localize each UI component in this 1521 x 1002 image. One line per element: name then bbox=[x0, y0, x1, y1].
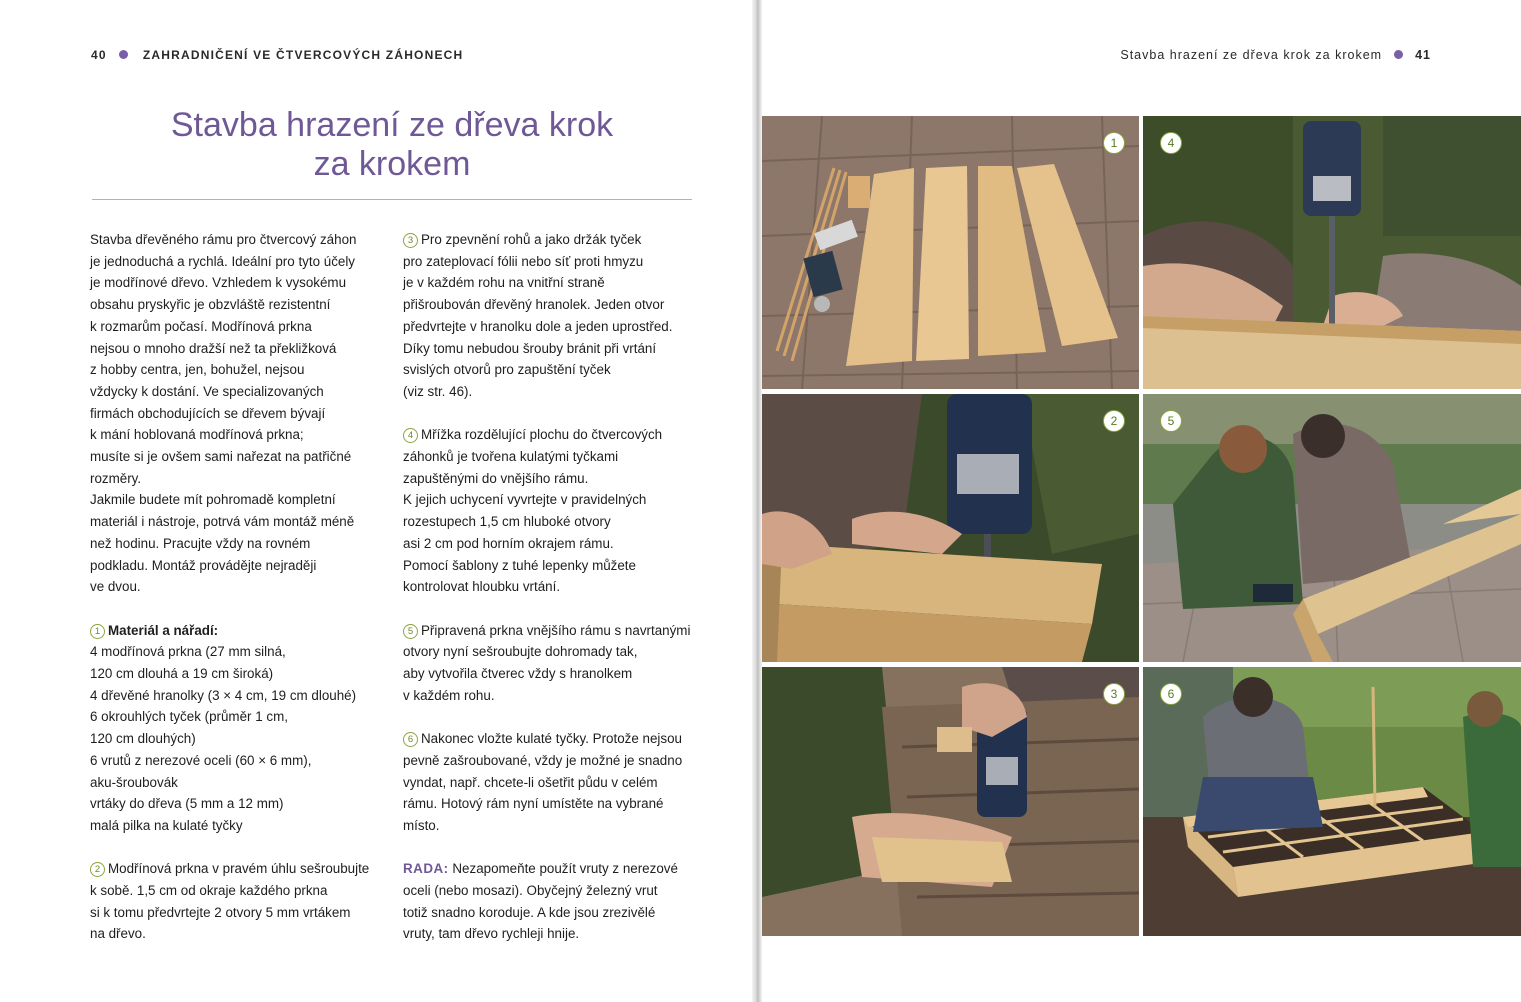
text-line: je modřínové dřevo. Vzhledem k vysokému bbox=[90, 275, 347, 291]
photo-step-6 bbox=[1143, 667, 1521, 936]
text-line: nejsou o mnoho dražší než ta překližková bbox=[90, 340, 337, 356]
text-line: rozměry. bbox=[90, 470, 142, 486]
text-line: Jakmile budete mít pohromadě kompletní bbox=[90, 492, 336, 508]
page-number-left: 40 bbox=[91, 48, 107, 62]
text-line: místo. bbox=[403, 817, 440, 833]
text-line: asi 2 cm pod horním okrajem rámu. bbox=[403, 535, 614, 551]
text-line: Díky tomu nebudou šrouby bránit při vrtání bbox=[403, 340, 657, 356]
list-item: malá pilka na kulaté tyčky bbox=[90, 817, 243, 833]
step-number-badge: 1 bbox=[90, 624, 105, 639]
text-line: je v každém rohu na vnitřní straně bbox=[403, 275, 605, 291]
text-line: z hobby centra, jen, bohužel, nejsou bbox=[90, 362, 305, 378]
text-line: totiž snadno koroduje. A kde jsou zrezivělé bbox=[403, 904, 656, 920]
photo-step-3 bbox=[762, 667, 1139, 936]
text-column-left bbox=[90, 229, 380, 945]
text-line: (viz str. 46). bbox=[403, 383, 473, 399]
text-line: oceli (nebo mosazi). Obyčejný železný vrut bbox=[403, 883, 658, 899]
text-line: Nakonec vložte kulaté tyčky. Protože nejsou bbox=[421, 731, 682, 747]
photo-step-1 bbox=[762, 116, 1139, 389]
text-line: materiál i nástroje, potrvá vám montáž méně bbox=[90, 514, 355, 530]
running-head-left bbox=[91, 48, 463, 62]
step-heading: Materiál a nářadí: bbox=[108, 622, 219, 638]
step-3 bbox=[403, 229, 703, 403]
step-number-badge: 6 bbox=[403, 732, 418, 747]
text-line: firmách obchodujících se dřevem bývají bbox=[90, 405, 326, 421]
photo-number-badge: 1 bbox=[1103, 132, 1125, 154]
running-head-right bbox=[1120, 48, 1431, 62]
photo-number-badge: 6 bbox=[1160, 683, 1182, 705]
step-5 bbox=[403, 620, 703, 707]
photo-number-badge: 4 bbox=[1160, 132, 1182, 154]
step-number-badge: 4 bbox=[403, 428, 418, 443]
intro-paragraph bbox=[90, 229, 380, 598]
photo-step-5 bbox=[1143, 394, 1521, 662]
title-divider bbox=[92, 199, 692, 200]
text-line: podkladu. Montáž provádějte nejraději bbox=[90, 557, 317, 573]
title-line-1: Stavba hrazení ze dřeva krok bbox=[170, 106, 614, 144]
running-head-text: ZAHRADNIČENÍ VE ČTVERCOVÝCH ZÁHONECH bbox=[142, 48, 464, 62]
text-line: Stavba dřevěného rámu pro čtvercový záhon bbox=[90, 232, 357, 247]
text-line: obsahu pryskyřic je obzvláště rezistentní bbox=[90, 297, 331, 313]
text-line: rámu. Hotový rám nyní umístěte na vybrané bbox=[403, 796, 664, 812]
step-number-badge: 3 bbox=[403, 233, 418, 248]
text-line: v každém rohu. bbox=[403, 687, 495, 703]
step-6 bbox=[403, 728, 703, 837]
text-line: vruty, tam dřevo rychleji hnije. bbox=[403, 926, 580, 942]
text-line: zapuštěnými do vnějšího rámu. bbox=[403, 470, 589, 486]
bullet-dot bbox=[1394, 50, 1403, 59]
text-column-right bbox=[403, 229, 703, 945]
text-line: záhonků je tvořena kulatými tyčkami bbox=[403, 449, 619, 465]
text-line: kontrolovat hloubku vrtání. bbox=[403, 579, 561, 595]
photo-step-2 bbox=[762, 394, 1139, 662]
tip-label: RADA: bbox=[403, 861, 449, 877]
text-line: Mřížka rozdělující plochu do čtvercových bbox=[421, 427, 663, 443]
list-item: 6 okrouhlých tyček (průměr 1 cm, bbox=[90, 709, 288, 725]
text-line: Připravená prkna vnějšího rámu s navrtanými bbox=[421, 622, 691, 638]
text-line: musíte si je ovšem sami nařezat na patřičné bbox=[90, 449, 352, 465]
photo-number-badge: 2 bbox=[1103, 410, 1125, 432]
book-gutter bbox=[752, 0, 762, 1002]
list-item: vrtáky do dřeva (5 mm a 12 mm) bbox=[90, 796, 284, 812]
text-line: K jejich uchycení vyvrtejte v pravidelných bbox=[403, 492, 647, 508]
text-line: ve dvou. bbox=[90, 579, 141, 595]
right-page bbox=[762, 0, 1521, 1002]
step-1-materials bbox=[90, 620, 380, 837]
text-line: pro zateplovací fólii nebo síť proti hmyzu bbox=[403, 253, 644, 269]
list-item: 120 cm dlouhých) bbox=[90, 731, 196, 747]
text-line: předvrtejte v hranolku dole a jeden uprostřed. bbox=[403, 318, 673, 334]
tip-box bbox=[403, 858, 703, 945]
text-line: svislých otvorů pro zapuštění tyček bbox=[403, 362, 611, 378]
list-item: 120 cm dlouhá a 19 cm široká) bbox=[90, 666, 274, 682]
text-line: pevně zašroubované, vždy je možné je snadno bbox=[403, 752, 683, 768]
text-line: Pomocí šablony z tuhé lepenky můžete bbox=[403, 557, 636, 573]
list-item: 4 dřevěné hranolky (3 × 4 cm, 19 cm dlouhé) bbox=[90, 687, 357, 703]
title-line-2: za krokem bbox=[313, 145, 471, 183]
bullet-dot bbox=[119, 50, 128, 59]
text-line: než hodinu. Pracujte vždy na rovném bbox=[90, 535, 311, 551]
text-line: k sobě. 1,5 cm od okraje každého prkna bbox=[90, 883, 328, 899]
text-line: rozestupech 1,5 cm hluboké otvory bbox=[403, 514, 611, 530]
photo-step-4 bbox=[1143, 116, 1521, 389]
text-line: na dřevo. bbox=[90, 926, 146, 942]
text-line: vyndat, např. chcete-li ošetřit půdu v celém bbox=[403, 774, 658, 790]
text-line: vždycky k dostání. Ve specializovaných bbox=[90, 383, 324, 399]
text-line: k mání hoblovaná modřínová prkna; bbox=[90, 427, 304, 443]
list-item: 4 modřínová prkna (27 mm silná, bbox=[90, 644, 286, 660]
text-line: si k tomu předvrtejte 2 otvory 5 mm vrtákem bbox=[90, 904, 351, 920]
text-line: aby vytvořila čtverec vždy s hranolkem bbox=[403, 666, 633, 682]
step-2 bbox=[90, 858, 380, 945]
text-line: otvory nyní sešroubujte dohromady tak, bbox=[403, 644, 638, 660]
text-line: Pro zpevnění rohů a jako držák tyček bbox=[421, 232, 642, 247]
step-4 bbox=[403, 424, 703, 598]
text-line: k rozmarům počasí. Modřínová prkna bbox=[90, 318, 312, 334]
photo-number-badge: 5 bbox=[1160, 410, 1182, 432]
list-item: 6 vrutů z nerezové oceli (60 × 6 mm), bbox=[90, 752, 312, 768]
left-page bbox=[0, 0, 752, 1002]
running-head-text: Stavba hrazení ze dřeva krok za krokem bbox=[1120, 48, 1383, 62]
text-line: Modřínová prkna v pravém úhlu sešroubujte bbox=[108, 861, 370, 877]
text-line: přišroubován dřevěný hranolek. Jeden otvor bbox=[403, 297, 665, 313]
step-number-badge: 5 bbox=[403, 624, 418, 639]
photo-number-badge: 3 bbox=[1103, 683, 1125, 705]
page-title bbox=[92, 106, 692, 184]
step-number-badge: 2 bbox=[90, 862, 105, 877]
page-number-right: 41 bbox=[1415, 48, 1431, 62]
list-item: aku-šroubovák bbox=[90, 774, 178, 790]
text-line: je jednoduchá a rychlá. Ideální pro tyto účely bbox=[90, 253, 356, 269]
text-line: Nezapomeňte použít vruty z nerezové bbox=[452, 861, 678, 877]
